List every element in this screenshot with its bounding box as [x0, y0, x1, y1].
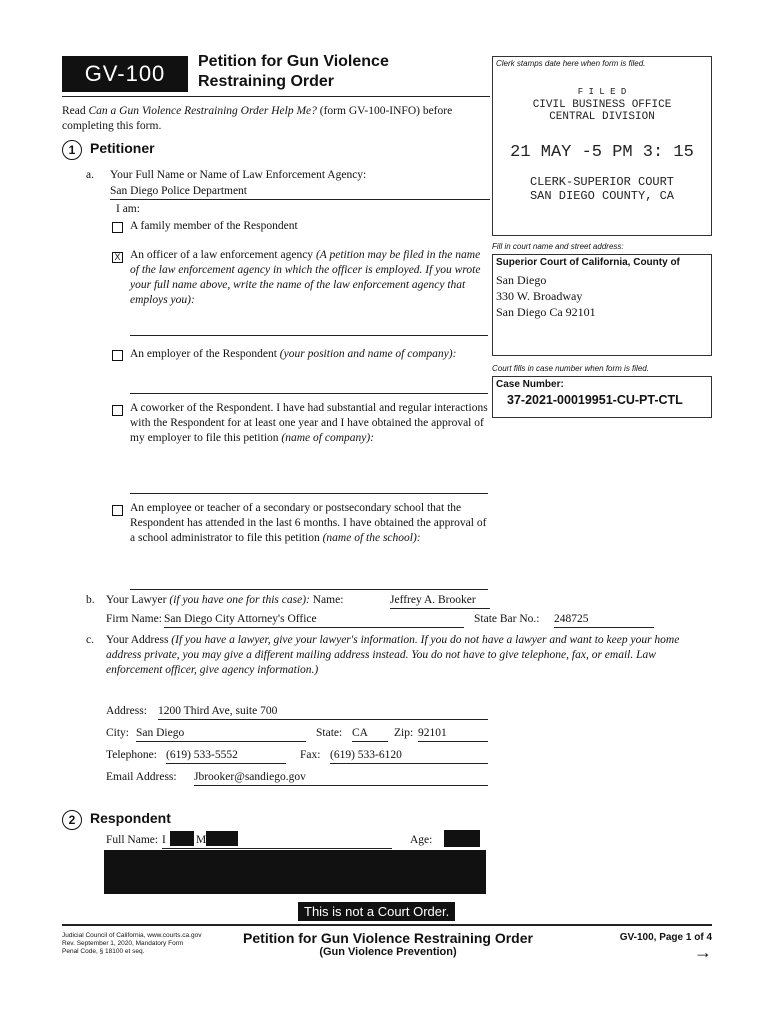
respondent-name-field[interactable]: [162, 847, 392, 849]
employer-label: [130, 347, 460, 362]
section-2-number: 2: [62, 810, 82, 830]
petitioner-name-label: Your Full Name or Name of Law Enforcement Agency:: [110, 169, 367, 181]
coworker-label: [130, 401, 488, 446]
employer-field[interactable]: [130, 392, 488, 394]
lawyer-name-field[interactable]: Jeffrey A. Brooker: [390, 593, 490, 609]
not-court-order-banner: This is not a Court Order.: [298, 902, 455, 921]
clerk-stamp-box: [492, 56, 712, 236]
respondent-initial-2: M: [196, 834, 207, 846]
address-label: Address:: [106, 705, 147, 717]
zip-label: Zip:: [394, 727, 414, 739]
officer-agency-field[interactable]: [130, 334, 488, 336]
read-instruction: [62, 104, 490, 134]
employer-instruction: (your position and name of company):: [279, 348, 457, 360]
officer-checkbox[interactable]: X: [112, 252, 123, 263]
next-page-arrow-icon: →: [694, 942, 712, 962]
form-code: GV-100: [62, 56, 188, 92]
redaction-block: [444, 830, 480, 847]
state-label: State:: [316, 727, 343, 739]
footer-rule: [62, 924, 712, 926]
read-prefix: Read: [62, 105, 86, 117]
school-checkbox[interactable]: [112, 505, 123, 516]
lawyer-instruction: (if you have one for this case):: [169, 594, 310, 606]
city-field[interactable]: San Diego: [136, 726, 306, 742]
officer-label: [130, 248, 488, 308]
respondent-initial-1: I: [162, 834, 166, 846]
case-number-label: Case Number:: [496, 379, 564, 390]
court-line-4: San Diego Ca 92101: [496, 305, 596, 319]
court-box-label: Fill in court name and street address:: [492, 242, 624, 251]
footer-council: Judicial Council of California, www.courts.ca.gov: [62, 932, 202, 939]
family-member-checkbox[interactable]: [112, 222, 123, 233]
footer-left: [62, 932, 201, 956]
section-2-title: Respondent: [90, 810, 171, 826]
coworker-checkbox[interactable]: [112, 405, 123, 416]
section-1-number: 1: [62, 140, 82, 160]
court-line-1: Superior Court of California, County of: [496, 257, 680, 268]
clerk-box-label: Clerk stamps date here when form is filed.: [496, 59, 646, 68]
zip-field[interactable]: 92101: [418, 726, 488, 742]
footer-subtitle: (Gun Violence Prevention): [319, 946, 457, 958]
family-member-label: A family member of the Respondent: [130, 220, 298, 232]
respondent-name-label: Full Name:: [106, 834, 159, 846]
lawyer-name-label: Name:: [312, 594, 344, 606]
telephone-field[interactable]: (619) 533-5552: [166, 748, 286, 764]
case-number-value: 37-2021-00019951-CU-PT-CTL: [507, 393, 683, 407]
item-c-letter: c.: [86, 634, 94, 646]
address-instruction: [106, 633, 696, 678]
redaction-block: [206, 831, 238, 846]
lawyer-label-text: Your Lawyer: [106, 594, 167, 606]
i-am-label: I am:: [116, 203, 140, 215]
title-line-2: Restraining Order: [198, 73, 335, 90]
email-label: Email Address:: [106, 771, 177, 783]
coworker-instruction: (name of company):: [281, 432, 375, 444]
school-name-field[interactable]: [130, 588, 488, 590]
redaction-block: [170, 831, 194, 846]
age-label: Age:: [410, 834, 433, 846]
firm-name-label: Firm Name:: [106, 613, 162, 625]
state-field[interactable]: CA: [352, 726, 388, 742]
form-title: [198, 52, 389, 92]
city-label: City:: [106, 727, 130, 739]
redaction-block: [104, 850, 486, 894]
court-line-3: 330 W. Broadway: [496, 289, 583, 303]
address-heading: Your Address: [106, 634, 169, 646]
email-field[interactable]: Jbrooker@sandiego.gov: [194, 770, 488, 786]
fax-label: Fax:: [300, 749, 321, 761]
section-1-title: Petitioner: [90, 140, 155, 156]
telephone-label: Telephone:: [106, 749, 157, 761]
school-label: [130, 501, 488, 546]
school-text: An employee or teacher of a secondary or postsecondary school that the Respondent has attended in the last 6 months. I have obtained the approval of a school administrator to file this petition: [130, 502, 487, 544]
case-number-box: [492, 376, 712, 418]
stamp-division: CENTRAL DIVISION: [549, 111, 655, 123]
stamp-date: 21 MAY -5 PM 3: 15: [510, 143, 694, 162]
court-address-box: [492, 254, 712, 356]
officer-text: An officer of a law enforcement agency: [130, 249, 314, 261]
coworker-company-field[interactable]: [130, 492, 488, 494]
court-line-2: San Diego: [496, 273, 547, 287]
firm-name-field[interactable]: San Diego City Attorney's Office: [164, 612, 464, 628]
employer-text: An employer of the Respondent: [130, 348, 277, 360]
stamp-filed: F I L E D: [577, 87, 627, 97]
header-rule: [62, 96, 490, 97]
coworker-text: A coworker of the Respondent. I have had substantial and regular interactions with the Respondent for at least one year and I have obtained the approval of my employer to file this petition: [130, 402, 488, 444]
employer-checkbox[interactable]: [112, 350, 123, 361]
footer-title: Petition for Gun Violence Restraining Order: [243, 930, 533, 946]
case-box-label: Court fills in case number when form is filed.: [492, 364, 649, 373]
lawyer-label: [106, 593, 343, 608]
state-bar-field[interactable]: 248725: [554, 612, 654, 628]
officer-instruction: (A petition may be filed in the name of the law enforcement agency in which the officer is employed. If you wrote your full name above, write the name of the law enforcement agency that employs you):: [130, 249, 481, 306]
state-bar-label: State Bar No.:: [474, 613, 540, 625]
item-b-letter: b.: [86, 594, 95, 606]
read-suffix: (form GV-100-INFO) before completing this form.: [62, 105, 453, 132]
read-form-title: Can a Gun Violence Restraining Order Help Me?: [88, 105, 317, 117]
school-instruction: (name of the school):: [322, 532, 421, 544]
fax-field[interactable]: (619) 533-6120: [330, 748, 488, 764]
page-number: GV-100, Page 1 of 4: [619, 932, 712, 943]
title-line-1: Petition for Gun Violence: [198, 53, 389, 70]
address-italic: (If you have a lawyer, give your lawyer's information. If you do not have a lawyer and want to keep your home address private, you may give a different mailing address instead. You do not have to give telephone, fax, or email. Law enforcement officer, give agency information.): [106, 634, 680, 676]
footer-code: Penal Code, § 18100 et seq.: [62, 948, 145, 955]
stamp-clerk: CLERK-SUPERIOR COURT: [529, 175, 675, 189]
footer-revision: Rev. September 1, 2020, Mandatory Form: [62, 940, 184, 947]
stamp-office: CIVIL BUSINESS OFFICE: [532, 99, 672, 111]
address-field[interactable]: 1200 Third Ave, suite 700: [158, 704, 488, 720]
footer-center: [238, 930, 538, 958]
petitioner-name-field[interactable]: San Diego Police Department: [110, 184, 490, 200]
stamp-county: SAN DIEGO COUNTY, CA: [529, 189, 675, 203]
item-a-letter: a.: [86, 169, 94, 181]
